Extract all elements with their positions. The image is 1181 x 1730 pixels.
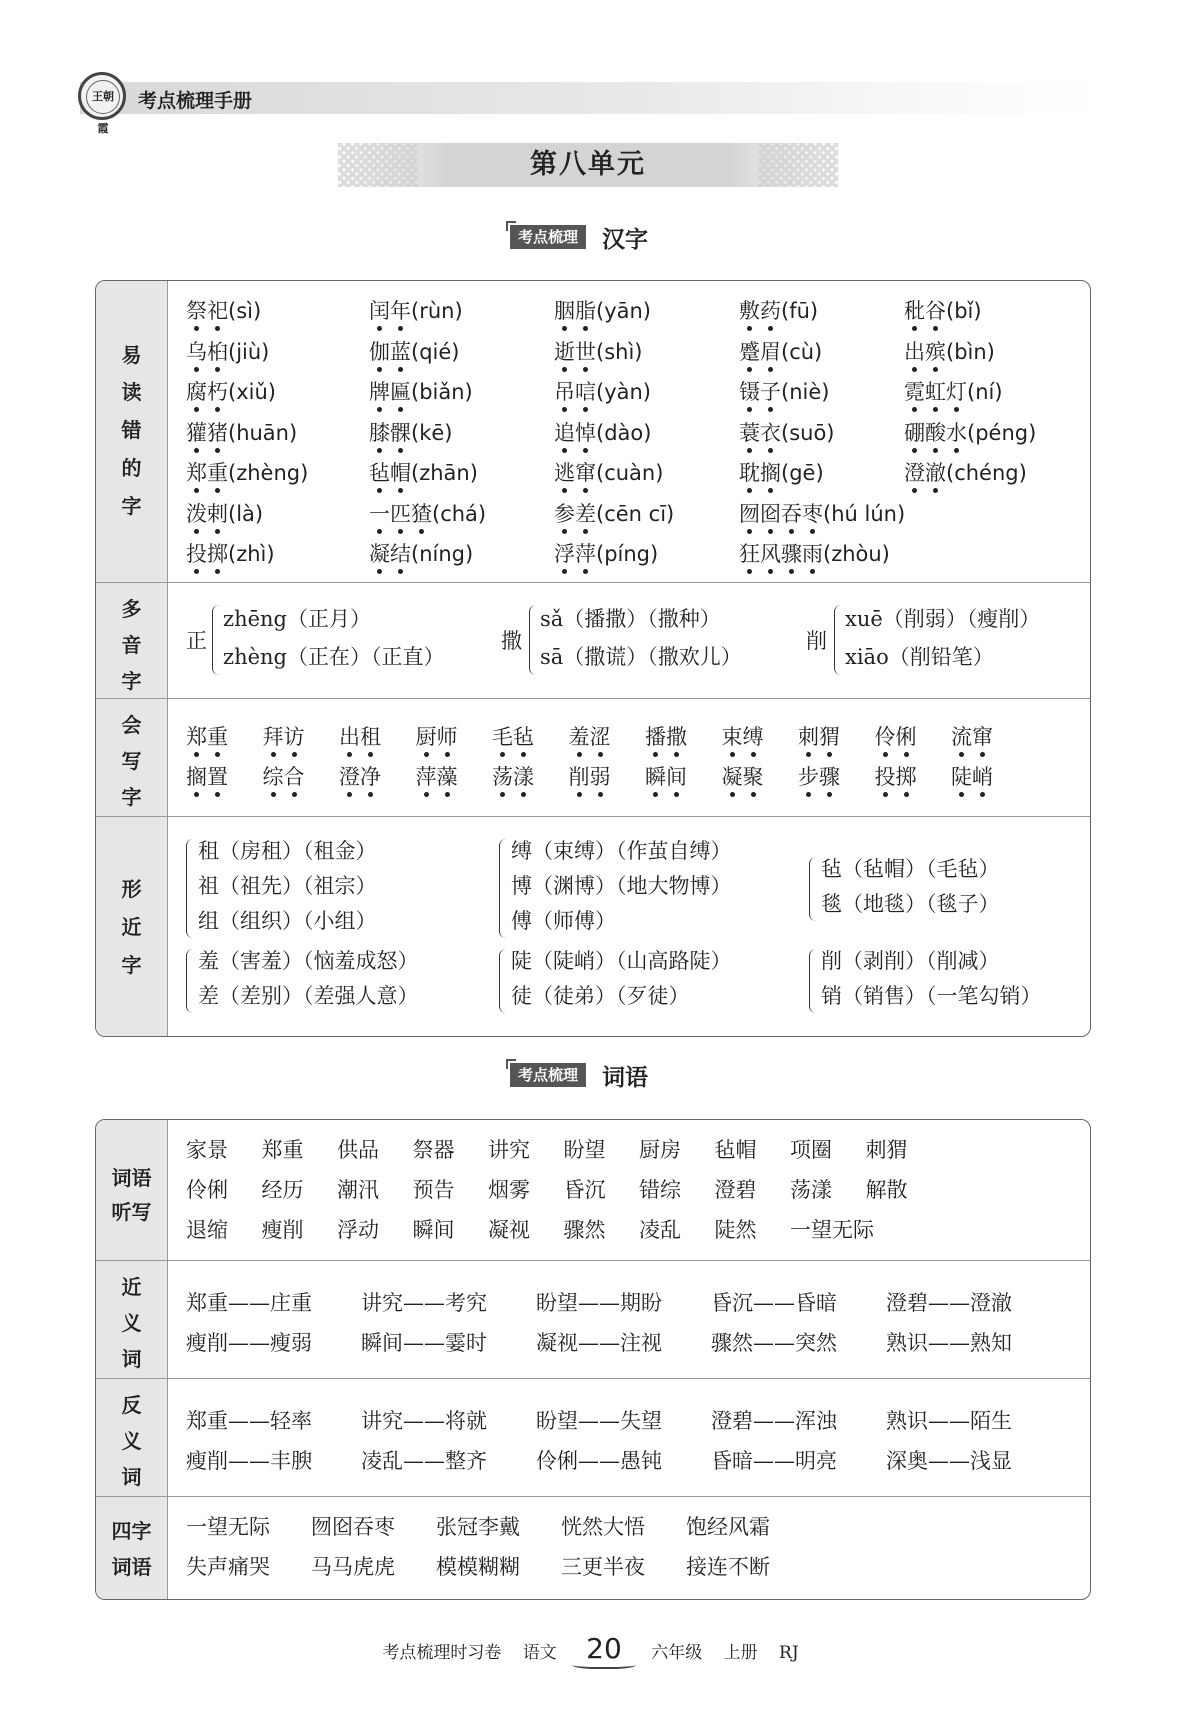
label-char: 多 [121, 597, 142, 621]
antonym-pair: 昏暗——明亮 [711, 1449, 837, 1473]
synonym-pair: 盼望——期盼 [536, 1291, 662, 1315]
idiom: 饱经风霜 [686, 1515, 770, 1539]
row-huixie [96, 698, 1090, 817]
writing-word: 荡漾 [492, 761, 534, 791]
logo-text: 王朝霞 [86, 80, 120, 114]
writing-word: 流窜 [951, 721, 993, 751]
polyphone-reading: xuē（削弱）（瘦削） [845, 607, 1041, 631]
polyphone-char: 削 [806, 629, 827, 653]
polyphone-reading: sǎ（播撒）（撒种） [540, 607, 721, 631]
similar-char-entry: 缚（束缚）（作茧自缚） [511, 839, 732, 863]
label-text: 词语 [111, 1555, 152, 1579]
brace [186, 949, 193, 1013]
similar-char-entry: 毡（毡帽）（毛毡） [821, 857, 1000, 881]
writing-word: 毛毡 [492, 721, 534, 751]
pinyin-word: 追悼(dào) [554, 417, 651, 447]
idiom: 三更半夜 [561, 1555, 645, 1579]
pinyin-word: 霓虹灯(ní) [904, 376, 1003, 406]
similar-char-entry: 销（销售）（一笔勾销） [821, 984, 1042, 1008]
pinyin-word: 腐朽(xiǔ) [186, 376, 276, 406]
brace [499, 949, 506, 1013]
idiom: 张冠李戴 [436, 1515, 520, 1539]
similar-char-entry: 毯（地毯）（毯子） [821, 892, 1000, 916]
row-label [96, 1379, 168, 1497]
pinyin-word: 蓑衣(suō) [739, 417, 834, 447]
pinyin-word: 逃窜(cuàn) [554, 457, 663, 487]
brace [809, 949, 816, 1013]
brace [529, 605, 536, 675]
page-number: 20 [578, 1632, 630, 1665]
pinyin-word: 参差(cēn cī) [554, 498, 674, 528]
pinyin-word: 投掷(zhì) [186, 538, 275, 568]
label-char: 词 [121, 1465, 142, 1489]
synonym-pair: 郑重——庄重 [186, 1291, 312, 1315]
label-char: 字 [121, 494, 142, 518]
unit-title: 第八单元 [530, 149, 646, 180]
similar-char-entry: 租（房租）（租金） [198, 839, 377, 863]
pinyin-word: 耽搁(gē) [739, 457, 824, 487]
similar-char-entry: 徒（徒弟）（歹徒） [511, 984, 690, 1008]
section-tag: 考点梳理 [510, 1063, 586, 1087]
writing-word: 厨师 [416, 721, 458, 751]
row-label [96, 1120, 168, 1260]
label-char: 读 [121, 380, 142, 404]
dictation-word: 陡然 [714, 1218, 757, 1242]
writing-word: 郑重 [186, 721, 228, 751]
writing-word: 步骤 [798, 761, 840, 791]
dictation-word: 澄碧 [714, 1178, 757, 1202]
row-sizi [96, 1496, 1090, 1600]
brace [499, 839, 506, 938]
writing-word: 削弱 [569, 761, 611, 791]
idiom: 马马虎虎 [311, 1555, 395, 1579]
row-label [96, 699, 168, 817]
label-char: 字 [121, 785, 142, 809]
row-duoyin [96, 582, 1090, 699]
ciyu-table [95, 1119, 1091, 1600]
footer-edition: RJ [779, 1643, 799, 1663]
polyphone-char: 撒 [501, 629, 522, 653]
pinyin-word: 獾猪(huān) [186, 417, 297, 447]
dictation-word: 预告 [412, 1178, 455, 1202]
section-name: 汉字 [602, 226, 649, 253]
pinyin-word: 牌匾(biǎn) [369, 376, 473, 406]
brace [834, 605, 841, 675]
idiom: 恍然大悟 [561, 1515, 645, 1539]
label-char: 近 [121, 915, 142, 939]
pinyin-word: 泼剌(là) [186, 498, 263, 528]
similar-char-entry: 祖（祖先）（祖宗） [198, 874, 377, 898]
polyphone-char: 正 [186, 629, 207, 653]
label-char: 义 [121, 1311, 142, 1335]
section-heading-ciyu [510, 1061, 648, 1089]
label-char: 会 [121, 713, 142, 737]
row-label [96, 583, 168, 699]
dictation-word: 退缩 [186, 1218, 228, 1242]
antonym-pair: 伶俐——愚钝 [536, 1449, 662, 1473]
pinyin-word: 膝髁(kē) [369, 417, 452, 447]
antonym-pair: 澄碧——浑浊 [711, 1409, 837, 1433]
brace [186, 839, 193, 938]
idiom: 模模糊糊 [436, 1555, 520, 1579]
pinyin-word: 郑重(zhèng) [186, 457, 308, 487]
writing-word: 凝聚 [722, 761, 764, 791]
writing-word: 萍藻 [416, 761, 458, 791]
dictation-word: 供品 [337, 1138, 379, 1162]
label-char: 的 [121, 456, 142, 480]
dictation-word: 凝视 [488, 1218, 530, 1242]
antonym-pair: 郑重——轻率 [186, 1409, 312, 1433]
similar-char-entry: 差（差别）（差强人意） [198, 984, 419, 1008]
dictation-word: 凌乱 [639, 1218, 681, 1242]
hanzi-table [95, 280, 1091, 1037]
label-char: 反 [121, 1393, 142, 1417]
polyphone-reading: zhēng（正月） [223, 607, 371, 631]
pinyin-word: 囫囵吞枣(hú lún) [739, 498, 905, 528]
polyphone-reading: xiāo（削铅笔） [845, 645, 994, 669]
pinyin-word: 毡帽(zhān) [369, 457, 478, 487]
pinyin-word: 硼酸水(péng) [904, 417, 1036, 447]
synonym-pair: 瞬间——霎时 [361, 1331, 487, 1355]
label-text: 四字 [111, 1519, 152, 1543]
label-char: 词 [121, 1347, 142, 1371]
dictation-word: 瘦削 [261, 1218, 304, 1242]
dictation-word: 家景 [186, 1138, 228, 1162]
similar-char-entry: 组（组织）（小组） [198, 909, 377, 933]
row-tingxie [96, 1120, 1090, 1260]
label-text: 听写 [111, 1200, 152, 1224]
synonym-pair: 讲究——考究 [361, 1291, 487, 1315]
synonym-pair: 瘦削——瘦弱 [186, 1331, 312, 1355]
dictation-word: 解散 [865, 1178, 908, 1202]
dictation-word: 祭器 [412, 1138, 455, 1162]
dictation-word: 错综 [639, 1178, 681, 1202]
writing-word: 瞬间 [645, 761, 687, 791]
idiom: 接连不断 [686, 1555, 770, 1579]
footer-subject: 语文 [522, 1643, 557, 1663]
similar-char-entry: 削（剥削）（削减） [821, 949, 1000, 973]
dictation-word: 潮汛 [337, 1178, 379, 1202]
row-jinyi [96, 1260, 1090, 1379]
similar-char-entry: 博（渊博）（地大物博） [511, 874, 732, 898]
row-label [96, 281, 168, 582]
antonym-pair: 凌乱——整齐 [361, 1449, 487, 1473]
section-name: 词语 [602, 1064, 649, 1091]
footer-grade: 六年级 [651, 1643, 703, 1663]
pinyin-word: 祭祀(sì) [186, 295, 261, 325]
pinyin-word: 浮萍(píng) [554, 538, 658, 568]
pinyin-word: 敷药(fū) [739, 295, 818, 325]
pinyin-word: 秕谷(bǐ) [904, 295, 982, 325]
synonym-pair: 昏沉——昏暗 [711, 1291, 837, 1315]
writing-word: 播撒 [645, 721, 687, 751]
pinyin-word: 澄澈(chéng) [904, 457, 1027, 487]
antonym-pair: 盼望——失望 [536, 1409, 662, 1433]
pinyin-word: 凝结(níng) [369, 538, 473, 568]
writing-word: 综合 [263, 761, 305, 791]
dictation-word: 荡漾 [790, 1178, 832, 1202]
footer-series: 考点梳理时习卷 [382, 1643, 502, 1663]
row-label [96, 1261, 168, 1379]
idiom: 一望无际 [186, 1515, 270, 1539]
writing-word: 陡峭 [951, 761, 993, 791]
row-xingjin [96, 816, 1090, 1037]
pinyin-word: 伽蓝(qié) [369, 336, 459, 366]
brand-logo [78, 72, 126, 135]
pinyin-word: 逝世(shì) [554, 336, 642, 366]
idiom: 失声痛哭 [186, 1555, 270, 1579]
label-char: 字 [121, 953, 142, 977]
synonym-pair: 熟识——熟知 [886, 1331, 1012, 1355]
section-heading-hanzi [510, 223, 648, 251]
label-char: 字 [121, 669, 142, 693]
writing-word: 出租 [339, 721, 381, 751]
writing-word: 投掷 [875, 761, 917, 791]
pinyin-word: 乌桕(jiù) [186, 336, 269, 366]
label-char: 近 [121, 1275, 142, 1299]
synonym-pair: 凝视——注视 [536, 1331, 662, 1355]
row-fanyi [96, 1378, 1090, 1497]
label-char: 易 [121, 343, 142, 367]
writing-word: 羞涩 [569, 721, 611, 751]
dictation-word: 骤然 [563, 1218, 606, 1242]
dictation-word: 讲究 [488, 1138, 530, 1162]
idiom: 囫囵吞枣 [311, 1515, 395, 1539]
pinyin-word: 蹙眉(cù) [739, 336, 822, 366]
pinyin-word: 镊子(niè) [739, 376, 829, 406]
label-text: 词语 [111, 1166, 152, 1190]
dictation-word: 伶俐 [186, 1178, 228, 1202]
brace [212, 605, 219, 675]
label-char: 错 [121, 418, 142, 442]
row-label [96, 817, 168, 1037]
pinyin-word: 出殡(bìn) [904, 336, 995, 366]
section-tag: 考点梳理 [510, 225, 586, 249]
dictation-word: 刺猬 [865, 1138, 908, 1162]
page-footer [0, 1632, 1181, 1665]
similar-char-entry: 羞（害羞）（恼羞成怒） [198, 949, 419, 973]
dictation-word: 项圈 [790, 1138, 832, 1162]
dictation-word: 郑重 [261, 1138, 304, 1162]
brace [809, 857, 816, 921]
writing-word: 搁置 [186, 761, 228, 791]
dictation-word: 一望无际 [790, 1218, 874, 1242]
pinyin-word: 一匹猹(chá) [369, 498, 486, 528]
label-char: 音 [121, 633, 142, 657]
dictation-word: 浮动 [337, 1218, 379, 1242]
row-yidu [96, 281, 1090, 582]
antonym-pair: 深奥——浅显 [886, 1449, 1012, 1473]
dictation-word: 烟雾 [488, 1178, 530, 1202]
pinyin-word: 胭脂(yān) [554, 295, 651, 325]
dictation-word: 厨房 [639, 1138, 681, 1162]
antonym-pair: 瘦削——丰腴 [186, 1449, 312, 1473]
pinyin-word: 狂风骤雨(zhòu) [739, 538, 890, 568]
footer-term: 上册 [723, 1643, 758, 1663]
polyphone-reading: zhèng（正在）（正直） [223, 645, 445, 669]
writing-word: 拜访 [263, 721, 305, 751]
label-char: 形 [121, 877, 142, 901]
writing-word: 束缚 [722, 721, 764, 751]
polyphone-reading: sā（撒谎）（撒欢儿） [540, 645, 742, 669]
synonym-pair: 澄碧——澄澈 [886, 1291, 1012, 1315]
row-label [96, 1497, 168, 1600]
handbook-title: 考点梳理手册 [138, 90, 253, 112]
writing-word: 伶俐 [875, 721, 917, 751]
similar-char-entry: 陡（陡峭）（山高路陡） [511, 949, 732, 973]
antonym-pair: 讲究——将就 [361, 1409, 487, 1433]
similar-char-entry: 傅（师傅） [511, 909, 616, 933]
writing-word: 澄净 [339, 761, 381, 791]
dictation-word: 瞬间 [412, 1218, 455, 1242]
pinyin-word: 闰年(rùn) [369, 295, 463, 325]
pinyin-word: 吊唁(yàn) [554, 376, 651, 406]
dictation-word: 经历 [261, 1178, 304, 1202]
label-char: 义 [121, 1429, 142, 1453]
writing-word: 刺猬 [798, 721, 840, 751]
antonym-pair: 熟识——陌生 [886, 1409, 1012, 1433]
dictation-word: 昏沉 [563, 1178, 606, 1202]
dictation-word: 盼望 [563, 1138, 606, 1162]
label-char: 写 [121, 749, 142, 773]
dictation-word: 毡帽 [714, 1138, 757, 1162]
synonym-pair: 骤然——突然 [711, 1331, 837, 1355]
